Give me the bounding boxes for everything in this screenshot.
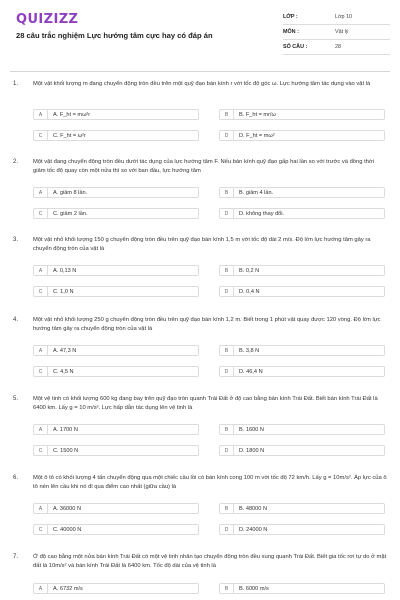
option-a[interactable] (33, 345, 199, 356)
option-a[interactable] (33, 265, 199, 276)
option-letter: C (34, 446, 48, 455)
option-d[interactable] (219, 524, 385, 535)
option-b[interactable] (219, 503, 385, 514)
option-text: C. 40000 N (53, 526, 82, 533)
option-letter: A (34, 504, 48, 513)
option-text: B. 3,8 N (239, 347, 260, 354)
meta-row-count (283, 40, 390, 55)
option-letter: D (220, 287, 234, 296)
option-text: C. 4,5 N (53, 368, 74, 375)
option-text: B. 6000 m/s (239, 585, 269, 592)
meta-table (283, 10, 390, 55)
option-letter: C (34, 367, 48, 376)
option-letter: C (34, 209, 48, 218)
meta-row-class (283, 10, 390, 25)
option-text: B. 1600 N (239, 426, 264, 433)
option-b[interactable] (219, 109, 385, 120)
option-c[interactable] (33, 524, 199, 535)
option-d[interactable] (219, 445, 385, 456)
option-letter: A (34, 346, 48, 355)
question-number: 3. (13, 237, 19, 243)
option-text: C. giảm 2 lần. (53, 210, 88, 217)
meta-label: SỐ CÂU : (283, 44, 308, 50)
question-number: 2. (13, 159, 19, 165)
question-7 (10, 553, 390, 600)
question-3 (10, 236, 390, 306)
option-text: A. 1700 N (53, 426, 78, 433)
worksheet-header (10, 10, 390, 62)
question-6 (10, 474, 390, 544)
option-letter: C (34, 131, 48, 140)
option-a[interactable] (33, 424, 199, 435)
question-text: Ở độ cao bằng một nửa bán kính Trái Đất có một vệ tinh nhân tạo chuyển động tròn đều xung quanh Trái Đất. Biết gia tốc rơi tự do ở mặt đất là 10m/s² và bán kính Trái Đất là 6400 km. Tốc độ dài của vệ tinh là (33, 554, 387, 569)
option-text: D. 0,4 N (239, 288, 260, 295)
question-number: 7. (13, 554, 19, 560)
question-number: 5. (13, 396, 19, 402)
option-text: A. 36000 N (53, 505, 81, 512)
option-c[interactable] (33, 208, 199, 219)
question-text: Một ô tô có khối lượng 4 tấn chuyển động qua một chiếc cầu lồi có bán kính cong 100 m với tốc độ 72 km/h. Lấy g = 10m/s². Áp lực của ô tô nén lên cầu khi nó đi qua điểm cao nhất (giữa cầu) là (33, 475, 387, 490)
option-letter: A (34, 110, 48, 119)
option-c[interactable] (33, 445, 199, 456)
option-b[interactable] (219, 345, 385, 356)
option-letter: A (34, 425, 48, 434)
option-text: C. 1500 N (53, 447, 79, 454)
option-b[interactable] (219, 583, 385, 594)
meta-value: Lớp 10 (335, 14, 353, 20)
option-letter: B (220, 425, 234, 434)
option-a[interactable] (33, 187, 199, 198)
option-text: C. 1,0 N (53, 288, 74, 295)
option-c[interactable] (33, 286, 199, 297)
option-letter: C (34, 525, 48, 534)
option-letter: B (220, 504, 234, 513)
option-text: D. 24000 N (239, 526, 268, 533)
question-4 (10, 316, 390, 386)
question-text: Một vật đang chuyển động tròn đều dưới tác dụng của lực hướng tâm F. Nếu bán kính quỹ đạo gấp hai lần so với trước và đồng thời giảm tốc độ quay còn một nửa thì so với ban đầu, lực hướng tâm (33, 159, 374, 174)
question-number: 6. (13, 475, 19, 481)
meta-value: 28 (335, 44, 341, 50)
option-d[interactable] (219, 208, 385, 219)
option-letter: A (34, 188, 48, 197)
worksheet-title: 28 câu trắc nghiệm Lực hướng tâm cực hay có đáp án (16, 31, 213, 40)
question-number: 1. (13, 81, 19, 87)
option-a[interactable] (33, 109, 199, 120)
option-letter: A (34, 584, 48, 593)
option-d[interactable] (219, 286, 385, 297)
option-text: A. F_ht = mω²r (53, 111, 91, 118)
option-letter: B (220, 584, 234, 593)
option-text: D. không thay đổi. (239, 210, 285, 217)
option-a[interactable] (33, 583, 199, 594)
option-text: B. 0,2 N (239, 267, 260, 274)
option-b[interactable] (219, 265, 385, 276)
option-letter: C (34, 287, 48, 296)
option-a[interactable] (33, 503, 199, 514)
option-b[interactable] (219, 187, 385, 198)
option-letter: D (220, 525, 234, 534)
option-letter: B (220, 110, 234, 119)
option-text: A. giảm 8 lần. (53, 189, 88, 196)
question-number: 4. (13, 317, 19, 323)
question-text: Một vật nhỏ khối lượng 250 g chuyển động tròn đều trên quỹ đạo bán kính 1,2 m. Biết trong 1 phút vật quay được 120 vòng. Độ lớn lực hướng tâm gây ra chuyển động tròn của vật là (33, 317, 381, 332)
option-text: A. 6732 m/s (53, 585, 83, 592)
option-letter: A (34, 266, 48, 275)
option-text: B. giảm 4 lần. (239, 189, 274, 196)
option-d[interactable] (219, 130, 385, 141)
question-text: Một vật khối lượng m đang chuyển động tròn đều trên một quỹ đạo bán kính r với tốc độ góc ω. Lực hướng tâm tác dụng vào vật là (33, 81, 371, 87)
question-2 (10, 158, 390, 228)
option-letter: D (220, 209, 234, 218)
question-text: Một vật nhỏ khối lượng 150 g chuyển động tròn đều trên quỹ đạo bán kính 1,5 m với tốc độ dài 2 m/s. Độ lớn lực hướng tâm gây ra chuyển động tròn của vật là (33, 237, 371, 252)
question-text: Một vệ tinh có khối lượng 600 kg đang bay trên quỹ đạo tròn quanh Trái Đất ở độ cao bằng bán kính Trái Đất. Biết bán kính Trái Đất là 6400 km. Lấy g = 10 m/s². Lực hấp dẫn tác dụng lên vệ tinh là (33, 396, 378, 411)
meta-label: MÔN : (283, 29, 299, 35)
option-text: B. 48000 N (239, 505, 267, 512)
option-letter: D (220, 367, 234, 376)
meta-label: LỚP : (283, 14, 298, 20)
question-1 (10, 80, 390, 150)
option-text: D. 1800 N (239, 447, 265, 454)
option-text: A. 47,3 N (53, 347, 77, 354)
option-c[interactable] (33, 130, 199, 141)
meta-value: Vật lý (335, 29, 349, 35)
option-letter: B (220, 266, 234, 275)
option-letter: B (220, 346, 234, 355)
option-text: D. F_ht = mω² (239, 132, 275, 139)
header-divider (10, 71, 390, 72)
option-letter: D (220, 446, 234, 455)
option-text: C. F_ht = ω²r (53, 132, 86, 139)
option-letter: B (220, 188, 234, 197)
question-5 (10, 395, 390, 465)
quizizz-logo: QUIZIZZ (16, 12, 79, 27)
option-text: B. F_ht = mr/ω (239, 111, 276, 118)
option-b[interactable] (219, 424, 385, 435)
option-text: A. 0,13 N (53, 267, 77, 274)
option-c[interactable] (33, 366, 199, 377)
meta-row-subject (283, 25, 390, 40)
option-text: D. 46,4 N (239, 368, 263, 375)
option-letter: D (220, 131, 234, 140)
option-d[interactable] (219, 366, 385, 377)
